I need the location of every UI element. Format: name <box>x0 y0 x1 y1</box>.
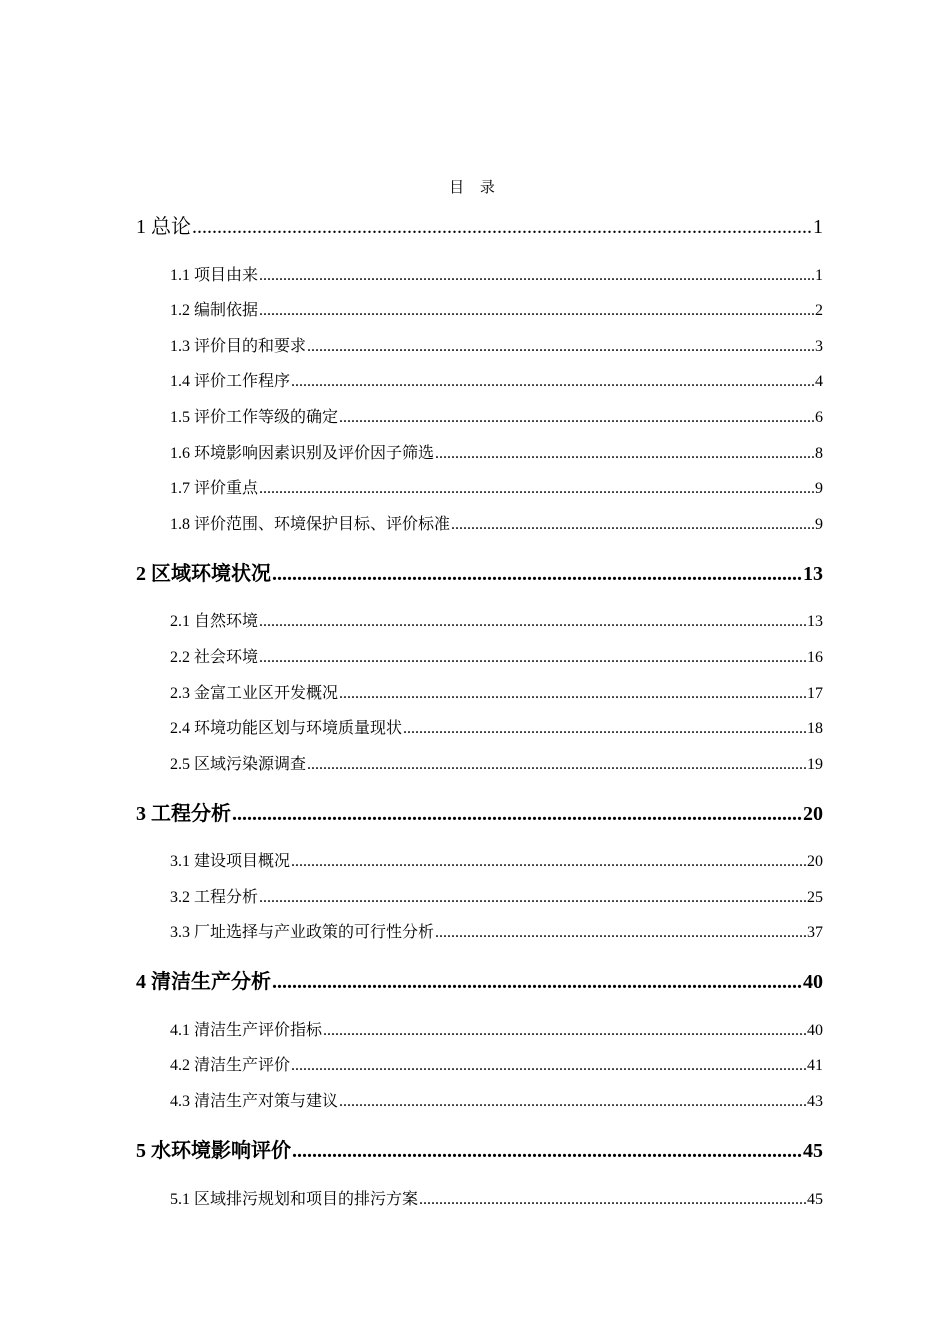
toc-entry-label: 1 总论 <box>136 216 191 238</box>
toc-chapter-entry[interactable] <box>136 210 823 239</box>
toc-page-number: 45 <box>803 1140 823 1162</box>
toc-dot-leader <box>451 516 814 534</box>
toc-page-number: 17 <box>807 685 823 702</box>
toc-entry-label: 2.5 区域污染源调查 <box>170 756 307 773</box>
toc-dot-leader <box>192 216 812 239</box>
toc-entry-label: 2.2 社会环境 <box>170 649 259 666</box>
toc-page-number: 6 <box>815 409 823 426</box>
toc-page-number: 40 <box>803 971 823 993</box>
toc-dot-leader <box>435 445 814 463</box>
toc-dot-leader <box>232 803 802 826</box>
toc-dot-leader <box>291 1057 806 1075</box>
toc-dot-leader <box>259 480 814 498</box>
toc-page-number: 13 <box>803 563 823 585</box>
toc-section-entry[interactable] <box>170 368 823 391</box>
toc-section-entry[interactable] <box>170 475 823 498</box>
toc-dot-leader <box>272 563 802 586</box>
toc-page-number: 45 <box>807 1191 823 1208</box>
toc-entry-label: 2 区域环境状况 <box>136 563 271 585</box>
toc-page-number: 20 <box>803 803 823 825</box>
toc-section-entry[interactable] <box>170 1017 823 1040</box>
toc-page-number: 20 <box>807 853 823 870</box>
toc-entry-label: 1.3 评价目的和要求 <box>170 338 307 355</box>
toc-entry-label: 5 水环境影响评价 <box>136 1140 291 1162</box>
toc-page-number: 1 <box>813 216 823 238</box>
toc-section-entry[interactable] <box>170 884 823 907</box>
toc-section-entry[interactable] <box>170 848 823 871</box>
toc-section-entry[interactable] <box>170 1088 823 1111</box>
toc-entry-label: 3 工程分析 <box>136 803 231 825</box>
toc-entry-label: 1.7 评价重点 <box>170 480 259 497</box>
toc-chapter-entry[interactable] <box>136 965 823 994</box>
toc-section-entry[interactable] <box>170 644 823 667</box>
toc-section-entry[interactable] <box>170 751 823 774</box>
toc-section-entry[interactable] <box>170 262 823 285</box>
toc-entry-label: 2.3 金富工业区开发概况 <box>170 685 339 702</box>
toc-section-entry[interactable] <box>170 333 823 356</box>
toc-dot-leader <box>259 889 806 907</box>
toc-dot-leader <box>259 302 814 320</box>
toc-chapter-entry[interactable] <box>136 1134 823 1163</box>
toc-page-number: 37 <box>807 924 823 941</box>
toc-entry-label: 2.4 环境功能区划与环境质量现状 <box>170 720 403 737</box>
toc-page-number: 13 <box>807 613 823 630</box>
toc-entry-label: 4.1 清洁生产评价指标 <box>170 1022 323 1039</box>
toc-dot-leader <box>403 720 806 738</box>
toc-entry-label: 5.1 区域排污规划和项目的排污方案 <box>170 1191 419 1208</box>
toc-page-number: 2 <box>815 302 823 319</box>
toc-section-entry[interactable] <box>170 715 823 738</box>
toc-page-number: 18 <box>807 720 823 737</box>
toc-page-number: 40 <box>807 1022 823 1039</box>
toc-dot-leader <box>307 756 806 774</box>
toc-section-entry[interactable] <box>170 440 823 463</box>
toc-dot-leader <box>339 409 814 427</box>
toc-page-number: 8 <box>815 445 823 462</box>
toc-entry-label: 3.3 厂址选择与产业政策的可行性分析 <box>170 924 435 941</box>
toc-dot-leader <box>339 1093 806 1111</box>
toc-entry-label: 1.8 评价范围、环境保护目标、评价标准 <box>170 516 451 533</box>
toc-chapter-entry[interactable] <box>136 797 823 826</box>
toc-dot-leader <box>272 971 802 994</box>
toc-dot-leader <box>291 853 806 871</box>
toc-section-entry[interactable] <box>170 297 823 320</box>
toc-chapter-entry[interactable] <box>136 557 823 586</box>
toc-entry-label: 4.3 清洁生产对策与建议 <box>170 1093 339 1110</box>
toc-dot-leader <box>292 1140 802 1163</box>
toc-entry-label: 3.1 建设项目概况 <box>170 853 291 870</box>
toc-title: 目 录 <box>449 180 501 196</box>
toc-dot-leader <box>291 373 814 391</box>
toc-entry-label: 1.4 评价工作程序 <box>170 373 291 390</box>
toc-entry-label: 4 清洁生产分析 <box>136 971 271 993</box>
toc-section-entry[interactable] <box>170 1052 823 1075</box>
toc-dot-leader <box>259 267 814 285</box>
toc-page-number: 4 <box>815 373 823 390</box>
toc-entry-label: 1.5 评价工作等级的确定 <box>170 409 339 426</box>
toc-page-number: 43 <box>807 1093 823 1110</box>
toc-dot-leader <box>259 613 806 631</box>
toc-section-entry[interactable] <box>170 511 823 534</box>
toc-dot-leader <box>419 1191 806 1209</box>
toc-section-entry[interactable] <box>170 919 823 942</box>
toc-dot-leader <box>339 685 806 703</box>
toc-page-number: 25 <box>807 889 823 906</box>
toc-page-number: 16 <box>807 649 823 666</box>
toc-entry-label: 1.6 环境影响因素识别及评价因子筛选 <box>170 445 435 462</box>
toc-dot-leader <box>307 338 814 356</box>
toc-entry-label: 1.2 编制依据 <box>170 302 259 319</box>
toc-entry-label: 2.1 自然环境 <box>170 613 259 630</box>
toc-section-entry[interactable] <box>170 608 823 631</box>
toc-page-number: 9 <box>815 480 823 497</box>
toc-page-number: 9 <box>815 516 823 533</box>
toc-section-entry[interactable] <box>170 404 823 427</box>
toc-page-number: 1 <box>815 267 823 284</box>
toc-page-number: 3 <box>815 338 823 355</box>
toc-dot-leader <box>259 649 806 667</box>
toc-page-number: 19 <box>807 756 823 773</box>
toc-entry-label: 4.2 清洁生产评价 <box>170 1057 291 1074</box>
toc-entry-label: 3.2 工程分析 <box>170 889 259 906</box>
toc-dot-leader <box>323 1022 806 1040</box>
toc-page-number: 41 <box>807 1057 823 1074</box>
toc-section-entry[interactable] <box>170 680 823 703</box>
toc-entry-label: 1.1 项目由来 <box>170 267 259 284</box>
toc-section-entry[interactable] <box>170 1186 823 1209</box>
toc-dot-leader <box>435 924 806 942</box>
